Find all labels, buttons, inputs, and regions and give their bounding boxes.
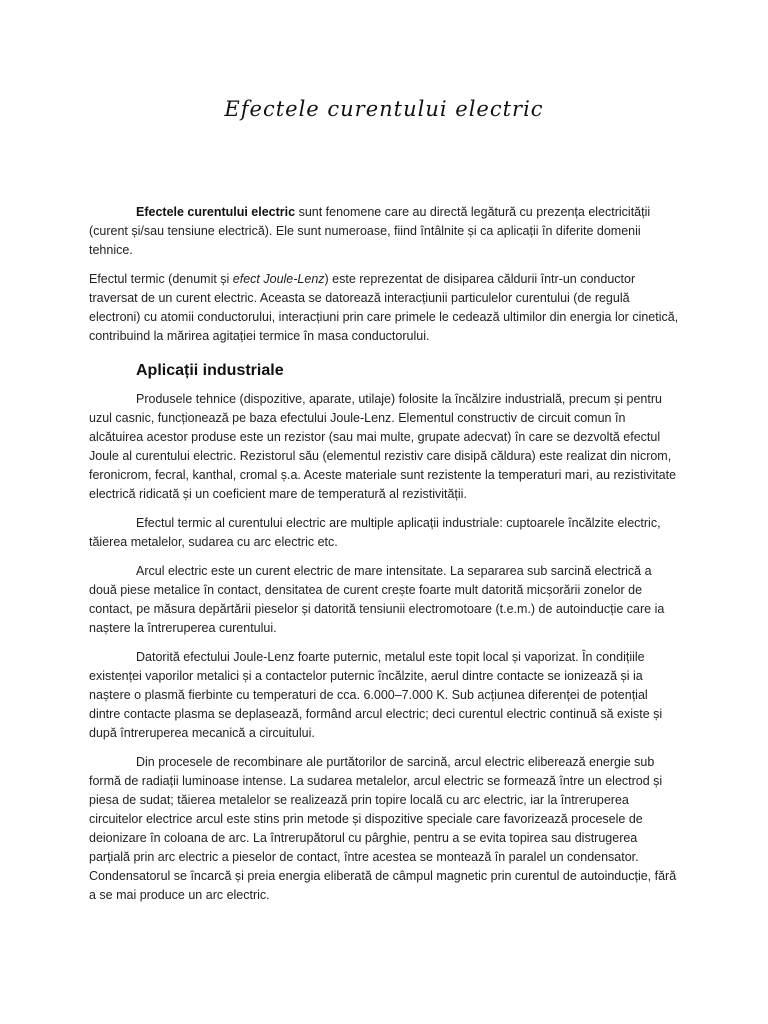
section-heading: Aplicații industriale [136,362,284,379]
intro-term: Efectele curentului electric [136,205,296,219]
document-title: Efectele curentului electric [224,97,544,121]
document-body [89,203,679,915]
thermal-text-a: Efectul termic (denumit și [89,272,233,286]
body-paragraph: Arcul electric este un curent electric de mare intensitate. La separarea sub sarcină electrică a două piese metalice în contact, densitatea de curent crește foarte mult datorită micșorării zonelor de contact, pe măsura depărtării pieselor și datorită tensiunii electromotoare (t.e.m.) de autoinducție care ia naștere la întreruperea curentului. [89,564,665,635]
body-paragraph: Datorită efectului Joule-Lenz foarte puternic, metalul este topit local și vaporizat. În condițiile existenței vaporilor metalici și a contactelor puternic încălzite, aerul dintre contacte se ionizează și ia naștere o plasmă fierbinte cu temperaturi de cca. 6.000–7.000 K. Sub acțiunea diferenței de potențial dintre contacte plasma se deplasează, formând arcul electric; deci curentul electric continuă să existe și după întreruperea mecanică a circuitului. [89,650,663,740]
body-paragraph: Din procesele de recombinare ale purtătorilor de sarcină, arcul electric eliberează energie sub formă de radiații luminoase intense. La sudarea metalelor, arcul electric se formează între un electrod și piesa de sudat; tăierea metalelor se realizează prin topire locală cu arc electric, iar la întreruperea circuitelor electrice arcul este stins prin metode și dispozitive speciale care favorizează procesele de deionizare în coloana de arc. La întrerupătorul cu pârghie, pentru a se evita topirea sau distrugerea parțială prin arc electric a pieselor de contact, între acestea se montează în paralel un condensator. Condensatorul se încarcă și preia energia eliberată de câmpul magnetic prin curentul de autoinducție, fără a se mai produce un arc electric. [89,755,677,902]
thermal-emphasis: efect Joule-Lenz [232,272,325,286]
thermal-text-b: ) este reprezentat de disiparea căldurii într-un conductor traversat de un curent electric. Aceasta se datorează interacțiunii particulelor curentului (de regulă electroni) cu atomii conductorului, interacțiuni prin care primele le cedează ultimilor din energia lor cinetică, contribuind la mărirea agitației termice în masa conductorului. [89,272,679,343]
thermal-effect-paragraph [89,270,679,346]
intro-paragraph [89,203,679,260]
body-paragraph: Efectul termic al curentului electric are multiple aplicații industriale: cuptoarele încălzite electric, tăierea metalelor, sudarea cu arc electric etc. [89,516,661,549]
intro-text: sunt fenomene care au directă legătură cu prezența electricității (curent și/sau tensiune electrică). Ele sunt numeroase, fiind întâlnite și ca aplicații în diferite domenii tehnice. [89,205,651,257]
body-paragraph: Produsele tehnice (dispozitive, aparate, utilaje) folosite la încălzire industrială, precum și pentru uzul casnic, funcționează pe baza efectului Joule-Lenz. Elementul constructiv de circuit comun în alcătuirea acestor produse este un rezistor (sau mai multe, grupate adecvat) în care se dezvoltă efectul Joule al curentului electric. Rezistorul său (elementul rezistiv care disipă căldura) este realizat din nicrom, feronicrom, fecral, kanthal, cromal ș.a. Aceste materiale sunt rezistente la temperaturi mari, au rezistivitate electrică ridicată și un coeficient mare de temperatură al rezistivității. [89,392,677,501]
